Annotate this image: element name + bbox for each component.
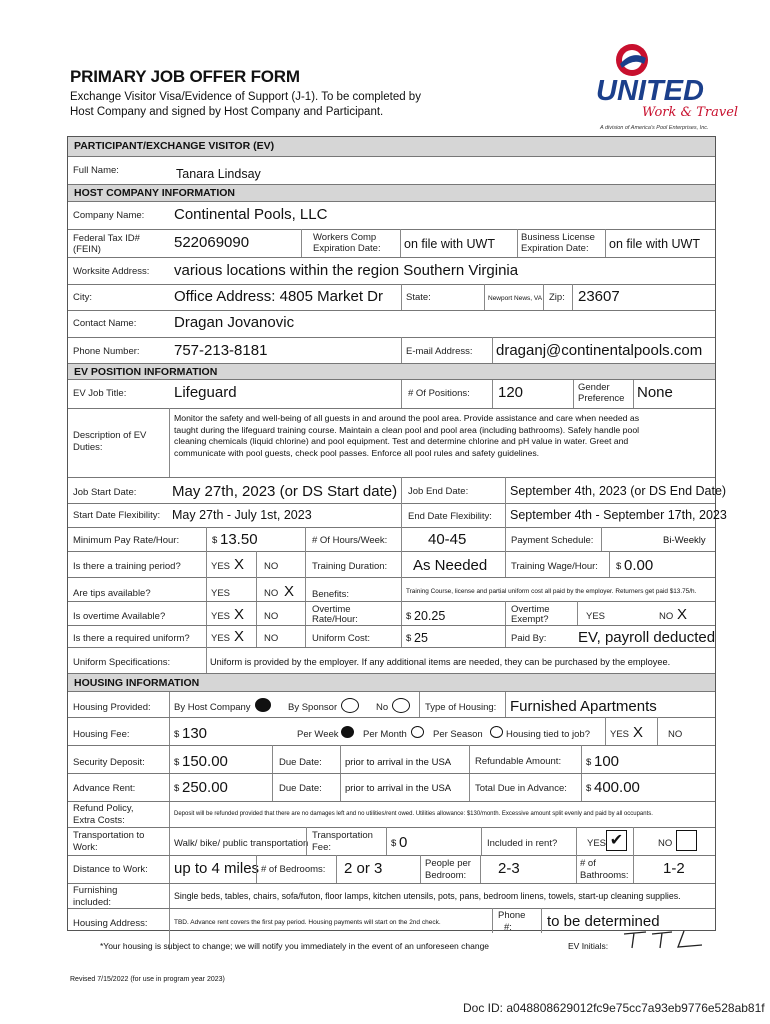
training-duration-label: Training Duration:: [312, 561, 388, 572]
uniform-cost-label: Uniform Cost:: [312, 633, 371, 644]
advance-value: 250.00: [182, 779, 228, 796]
included-no: NO: [658, 838, 673, 849]
hours-label: # Of Hours/Week:: [312, 535, 388, 546]
bath-value: 1-2: [663, 860, 685, 877]
gender-label-1: Gender: [578, 382, 610, 393]
subtitle-line-2: Host Company and signed by Host Company and Participant.: [70, 106, 384, 118]
advance-due-label: Due Date:: [279, 783, 322, 794]
overtime-no: NO: [264, 611, 279, 622]
included-no-checkbox[interactable]: [676, 830, 697, 851]
benefits-value: Training Course, license and partial uniform cost all paid by the employer. Returners get paid $13.75/h.: [406, 588, 697, 595]
bl-value: on file with UWT: [609, 237, 700, 251]
uniform-q: Is there a required uniform?: [73, 633, 190, 644]
zip-value: 23607: [578, 288, 620, 305]
refundable-value: 100: [594, 753, 620, 770]
transport-fee-label-2: Fee:: [312, 842, 332, 853]
housing-no-label: No: [376, 702, 389, 713]
pay-schedule-value: Bi-Weekly: [663, 535, 706, 546]
housing-address-value: TBD. Advance rent covers the first pay period. Housing payments will start on the 2nd check.: [174, 919, 441, 926]
training-q: Is there a training period?: [73, 561, 181, 572]
housing-type-label: Type of Housing:: [425, 702, 497, 713]
by-sponsor-label: By Sponsor: [288, 702, 338, 713]
positions-label: # Of Positions:: [408, 388, 470, 399]
overtime-q: Is overtime Available?: [73, 611, 166, 622]
wc-label-2: Expiration Date:: [313, 243, 381, 254]
tips-no: NO: [264, 588, 279, 599]
start-flex-value: May 27th - July 1st, 2023: [172, 508, 312, 522]
bath-label-1: # of: [580, 858, 596, 869]
deposit-due-label: Due Date:: [279, 757, 322, 768]
included-label: Included in rent?: [487, 838, 558, 849]
included-yes-checkbox[interactable]: ✔: [606, 830, 627, 851]
transport-label-2: Work:: [73, 842, 98, 853]
page-title: PRIMARY JOB OFFER FORM: [70, 67, 300, 86]
hours-value: 40-45: [428, 531, 467, 548]
ppb-value: 2-3: [498, 860, 520, 877]
company-name-value: Continental Pools, LLC: [174, 206, 328, 223]
end-date-label: Job End Date:: [408, 486, 469, 497]
uniform-spec-value: Uniform is provided by the employer. If any additional items are needed, they can be purchased by the employee.: [210, 657, 671, 667]
per-week-radio[interactable]: [341, 726, 354, 738]
housing-tied-yes: YES: [610, 729, 630, 740]
gender-value: None: [637, 384, 673, 401]
housing-provided-label: Housing Provided:: [73, 702, 151, 713]
advance-due-value: prior to arrival in the USA: [345, 783, 452, 794]
bl-label-2: Expiration Date:: [521, 243, 589, 254]
uniform-yes-mark: X: [234, 628, 245, 645]
email-value: draganj@continentalpools.com: [496, 342, 703, 359]
description-line: taught during the lifeguard training course. Maintain a clean pool and pool area (including bathrooms). Safely handle pool: [174, 424, 640, 435]
housing-phone-label-1: Phone: [498, 910, 526, 921]
per-week-label: Per Week: [297, 729, 339, 740]
description-line: communicate with pool guests, check pool passes. Enforce all pool rules and safety guidelines.: [174, 447, 540, 458]
section-position: EV POSITION INFORMATION: [68, 363, 715, 380]
furnishing-value: Single beds, tables, chairs, sofa/futon, floor lamps, kitchen utensils, pots, pans, bedroom linens, towels, start-up cleaning supplies.: [174, 891, 681, 901]
housing-phone-label-2: #:: [504, 922, 512, 933]
state-label: State:: [406, 292, 431, 303]
ot-exempt-label-2: Exempt?: [511, 614, 549, 625]
bedrooms-value: 2 or 3: [344, 860, 383, 877]
uniform-spec-label: Uniform Specifications:: [73, 657, 171, 668]
refund-label-1: Refund Policy,: [73, 803, 134, 814]
ot-exempt-yes: YES: [586, 611, 606, 622]
section-host: HOST COMPANY INFORMATION: [68, 184, 715, 202]
bath-label-2: Bathrooms:: [580, 870, 629, 881]
overtime-yes: YES: [211, 611, 231, 622]
furnishing-label-1: Furnishing: [73, 885, 118, 896]
ot-rate-dollar: $: [406, 611, 412, 622]
distance-value: up to 4 miles: [174, 860, 260, 877]
bl-label-1: Business License: [521, 232, 595, 243]
per-season-radio[interactable]: [490, 726, 503, 738]
ot-exempt-label-1: Overtime: [511, 604, 550, 615]
uniform-no: NO: [264, 633, 279, 644]
ppb-label-2: Bedroom:: [425, 870, 467, 881]
revision-note: Revised 7/15/2022 (for use in program year 2023): [70, 976, 225, 983]
min-pay-dollar: $: [212, 535, 218, 546]
logo-caption: A division of America's Pool Enterprises, Inc.: [600, 125, 709, 131]
paid-by-value: EV, payroll deducted: [578, 629, 716, 646]
housing-tied-no: NO: [668, 729, 683, 740]
ot-rate-label-2: Rate/Hour:: [312, 614, 358, 625]
deposit-due-value: prior to arrival in the USA: [345, 757, 452, 768]
logo-word: UNITED: [596, 75, 704, 107]
training-yes: YES: [211, 561, 231, 572]
housing-type-value: Furnished Apartments: [510, 698, 657, 715]
ppb-label-1: People per: [425, 858, 471, 869]
housing-change-note: *Your housing is subject to change; we will notify you immediately in the event of an unforeseen change: [100, 941, 490, 951]
housing-fee-dollar: $: [174, 729, 180, 740]
total-dollar: $: [586, 783, 592, 794]
total-value: 400.00: [594, 779, 640, 796]
ot-rate-value: 20.25: [414, 609, 446, 623]
description-text: [174, 413, 714, 459]
per-month-label: Per Month: [363, 729, 407, 740]
description-line: cleaning chemicals (liquid chlorine) and pool equipment. Test and determine chlorine and pH value in water. Greet and: [174, 436, 629, 447]
pay-schedule-label: Payment Schedule:: [511, 535, 594, 546]
bedrooms-label: # of Bedrooms:: [261, 864, 326, 875]
housing-address-label: Housing Address:: [73, 918, 148, 929]
uniform-yes: YES: [211, 633, 231, 644]
by-sponsor-radio[interactable]: [341, 698, 359, 713]
end-date-value: September 4th, 2023 (or DS End Date): [510, 484, 727, 498]
positions-value: 120: [498, 384, 524, 401]
furnishing-label-2: included:: [73, 897, 112, 908]
job-title-value: Lifeguard: [174, 384, 237, 401]
worksite-value: various locations within the region Southern Virginia: [174, 262, 519, 279]
logo-script: Work & Travel: [642, 105, 739, 120]
refund-label-2: Extra Costs:: [73, 815, 125, 826]
deposit-label: Security Deposit:: [73, 757, 145, 768]
section-participant: PARTICIPANT/EXCHANGE VISITOR (EV): [68, 137, 715, 157]
start-date-value: May 27th, 2023 (or DS Start date): [172, 483, 398, 500]
document-id: Doc ID: a048808629012fc9e75cc7a93eb9776e528ab81f: [463, 1001, 765, 1015]
training-no: NO: [264, 561, 279, 572]
included-yes: YES: [587, 838, 607, 849]
worksite-label: Worksite Address:: [73, 266, 150, 277]
start-date-label: Job Start Date:: [73, 487, 137, 498]
overtime-yes-mark: X: [234, 606, 245, 623]
ev-initials-label: EV Initials:: [568, 941, 609, 951]
united-logo: [592, 40, 739, 128]
housing-fee-value: 130: [182, 725, 208, 742]
min-pay-value: 13.50: [220, 531, 258, 548]
housing-tied-label: Housing tied to job?: [506, 729, 590, 740]
description-label-2: Duties:: [73, 442, 103, 453]
phone-label: Phone Number:: [73, 346, 140, 357]
per-month-radio[interactable]: [411, 726, 424, 738]
wc-label-1: Workers Comp: [313, 232, 377, 243]
min-pay-label: Minimum Pay Rate/Hour:: [73, 535, 180, 546]
training-wage-value: 0.00: [624, 557, 654, 574]
distance-label: Distance to Work:: [73, 864, 148, 875]
uniform-cost-dollar: $: [406, 633, 412, 644]
housing-no-radio[interactable]: [392, 698, 410, 713]
tips-q: Are tips available?: [73, 588, 151, 599]
refundable-dollar: $: [586, 757, 592, 768]
ot-exempt-no: NO: [659, 611, 674, 622]
training-yes-mark: X: [234, 556, 245, 573]
paid-by-label: Paid By:: [511, 633, 547, 644]
full-name-value: Tanara Lindsay: [176, 167, 261, 181]
contact-label: Contact Name:: [73, 318, 137, 329]
deposit-dollar: $: [174, 757, 180, 768]
deposit-value: 150.00: [182, 753, 228, 770]
end-flex-value: September 4th - September 17th, 2023: [510, 508, 727, 522]
housing-fee-label: Housing Fee:: [73, 729, 130, 740]
transport-fee-label-1: Transportation: [312, 830, 373, 841]
refund-value: Deposit will be refunded provided that there are no damages left and no utilities/rent owed. Utilities allowance: $130/month. Excessive amount split evenly and paid by all occupants.: [174, 811, 653, 817]
section-housing: HOUSING INFORMATION: [68, 673, 715, 692]
tips-yes: YES: [211, 588, 231, 599]
total-label: Total Due in Advance:: [475, 783, 567, 794]
company-name-label: Company Name:: [73, 210, 145, 221]
ev-initials-signature: [620, 928, 708, 952]
start-flex-label: Start Date Flexibility:: [73, 510, 161, 521]
advance-dollar: $: [174, 783, 180, 794]
benefits-label: Benefits:: [312, 589, 349, 600]
housing-tied-yes-mark: X: [633, 724, 644, 741]
description-line: Monitor the safety and well-being of all guests in and around the pool area. Provide assistance and care when needed as: [174, 413, 640, 423]
end-flex-label: End Date Flexibility:: [408, 511, 492, 522]
job-offer-form: [67, 136, 727, 933]
gender-label-2: Preference: [578, 393, 625, 404]
wc-value: on file with UWT: [404, 237, 495, 251]
state-value: Newport News, VA: [488, 295, 543, 302]
ot-exempt-no-mark: X: [677, 606, 688, 623]
transport-value: Walk/ bike/ public transportation: [174, 838, 309, 849]
refundable-label: Refundable Amount:: [475, 756, 562, 767]
city-value: Office Address: 4805 Market Dr: [174, 288, 383, 305]
fein-label-1: Federal Tax ID#: [73, 233, 140, 244]
full-name-label: Full Name:: [73, 165, 119, 176]
job-title-label: EV Job Title:: [73, 388, 127, 399]
description-label-1: Description of EV: [73, 430, 147, 441]
training-duration-value: As Needed: [413, 557, 488, 574]
phone-value: 757-213-8181: [174, 342, 268, 359]
zip-label: Zip:: [549, 292, 565, 303]
advance-label: Advance Rent:: [73, 783, 136, 794]
uniform-cost-value: 25: [414, 631, 428, 645]
email-label: E-mail Address:: [406, 346, 473, 357]
transport-label-1: Transportation to: [73, 830, 145, 841]
transport-fee-value: 0: [399, 834, 408, 851]
housing-phone-value: to be determined: [547, 913, 660, 930]
city-label: City:: [73, 292, 92, 303]
fein-label-2: (FEIN): [73, 244, 101, 255]
training-wage-label: Training Wage/Hour:: [511, 561, 598, 572]
ot-rate-label-1: Overtime: [312, 604, 351, 615]
per-season-label: Per Season: [433, 729, 483, 740]
subtitle-line-1: Exchange Visitor Visa/Evidence of Support (J-1). To be completed by: [70, 91, 421, 103]
by-host-radio[interactable]: [255, 698, 271, 712]
tips-no-mark: X: [284, 583, 295, 600]
contact-value: Dragan Jovanovic: [174, 314, 295, 331]
fein-value: 522069090: [174, 234, 250, 251]
training-wage-dollar: $: [616, 561, 622, 572]
transport-fee-dollar: $: [391, 838, 397, 849]
by-host-label: By Host Company: [174, 702, 251, 713]
